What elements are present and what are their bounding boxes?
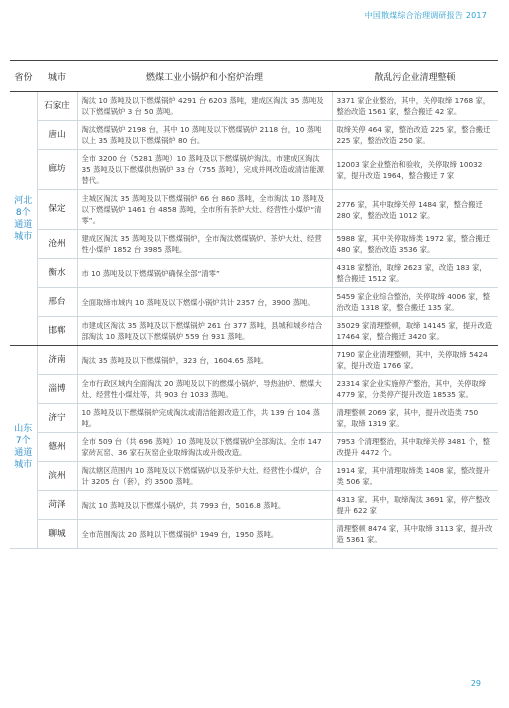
table-row bbox=[10, 121, 498, 150]
boiler-cell: 市 10 蒸吨及以下燃煤锅炉确保全部“清零” bbox=[77, 259, 332, 288]
enterprise-cell: 4318 家整治，取缔 2623 家，改造 183 家，整合搬迁 1512 家。 bbox=[332, 259, 498, 288]
city-cell: 石家庄 bbox=[37, 92, 77, 121]
report-header: 中国散煤综合治理调研报告 2017 bbox=[364, 11, 487, 20]
enterprise-cell: 23314 家企业实施停产整治，其中，关停取缔 4779 家，分类停产提升改造 18535 家。 bbox=[332, 375, 498, 404]
boiler-cell: 建成区淘汰 35 蒸吨及以下燃煤锅炉，全市淘汰燃煤锅炉、茶炉大灶、经营性小煤炉 1852 台 3985 蒸吨。 bbox=[77, 230, 332, 259]
boiler-cell: 淘汰辖区范围内 10 蒸吨及以下燃煤锅炉以及茶炉大灶、经营性小煤炉，合计 3205 台（套），约 3500 蒸吨。 bbox=[77, 462, 332, 491]
governance-table-container bbox=[10, 60, 498, 549]
table-row bbox=[10, 462, 498, 491]
boiler-cell: 淘汰燃煤锅炉 2198 台，其中 10 蒸吨及以下燃煤锅炉 2118 台，10 蒸吨以上 35 蒸吨及以下燃煤锅炉 80 台。 bbox=[77, 121, 332, 150]
city-cell: 济宁 bbox=[37, 404, 77, 433]
city-cell: 淄博 bbox=[37, 375, 77, 404]
column-header-province: 省份 bbox=[10, 61, 37, 92]
table-row bbox=[10, 346, 498, 375]
enterprise-cell: 7190 家企业清理整顿，其中，关停取缔 5424 家，提升改造 1766 家。 bbox=[332, 346, 498, 375]
city-cell: 邢台 bbox=[37, 288, 77, 317]
boiler-cell: 全市行政区域内全面淘汰 20 蒸吨及以下的燃煤小锅炉、导热油炉、燃煤大灶、经营性小煤灶等，共 903 台 1033 蒸吨。 bbox=[77, 375, 332, 404]
enterprise-cell: 5459 家企业综合整治，关停取缔 4006 家，整治改造 1318 家，整合搬迁 135 家。 bbox=[332, 288, 498, 317]
boiler-cell: 主城区淘汰 35 蒸吨及以下燃煤锅炉 66 台 860 蒸吨，全市淘汰 10 蒸吨及以下燃煤锅炉 1461 台 4858 蒸吨，全市所有茶炉大灶、经营性小煤炉“清零”。 bbox=[77, 190, 332, 230]
boiler-cell: 全市 509 台（共 696 蒸吨）10 蒸吨及以下燃煤锅炉全部淘汰。全市 147 家砖瓦窑、36 家石灰窑企业取缔淘汰或升级改造。 bbox=[77, 433, 332, 462]
table-row bbox=[10, 150, 498, 190]
enterprise-cell: 3371 家企业整治，其中，关停取缔 1768 家，整治改造 1561 家，整合搬迁 42 家。 bbox=[332, 92, 498, 121]
province-cell: 河北8个通道城市 bbox=[10, 92, 37, 346]
enterprise-cell: 取缔关停 464 家，整治改造 225 家，整合搬迁 225 家，整治改造 250 家。 bbox=[332, 121, 498, 150]
city-cell: 滨州 bbox=[37, 462, 77, 491]
boiler-cell: 全面取缔市域内 10 蒸吨及以下燃煤小锅炉共计 2357 台，3900 蒸吨。 bbox=[77, 288, 332, 317]
city-cell: 衡水 bbox=[37, 259, 77, 288]
city-cell: 廊坊 bbox=[37, 150, 77, 190]
table-row bbox=[10, 259, 498, 288]
boiler-cell: 淘汰 10 蒸吨及以下燃煤小锅炉，共 7993 台，5016.8 蒸吨。 bbox=[77, 491, 332, 520]
table-row bbox=[10, 92, 498, 121]
governance-table bbox=[10, 60, 498, 549]
enterprise-cell: 清理整顿 2069 家，其中，提升改造类 750 家，取缔 1319 家。 bbox=[332, 404, 498, 433]
table-row bbox=[10, 491, 498, 520]
enterprise-cell: 7953 个清理整治，其中取缔关停 3481 个，整改提升 4472 个。 bbox=[332, 433, 498, 462]
city-cell: 唐山 bbox=[37, 121, 77, 150]
column-header-boiler: 燃煤工业小锅炉和小窑炉治理 bbox=[77, 61, 332, 92]
province-cell: 山东7个通道城市 bbox=[10, 346, 37, 549]
table-row bbox=[10, 433, 498, 462]
column-header-enterprise: 散乱污企业清理整顿 bbox=[332, 61, 498, 92]
enterprise-cell: 5988 家，其中关停取缔类 1972 家，整合搬迁 480 家，整治改造 3536 家。 bbox=[332, 230, 498, 259]
boiler-cell: 10 蒸吨及以下燃煤锅炉完成淘汰或清洁能源改造工作，共 139 台 104 蒸吨。 bbox=[77, 404, 332, 433]
city-cell: 德州 bbox=[37, 433, 77, 462]
enterprise-cell: 2776 家，其中取缔关停 1484 家，整合搬迁 280 家，整治改造 1012 家。 bbox=[332, 190, 498, 230]
city-cell: 邯郸 bbox=[37, 317, 77, 346]
boiler-cell: 全市 3200 台（5281 蒸吨）10 蒸吨及以下燃煤锅炉淘汰。市建成区淘汰 35 蒸吨及以下燃煤供热锅炉 33 台（755 蒸吨），完成并网改造或清洁能源替代。 bbox=[77, 150, 332, 190]
boiler-cell: 淘汰 35 蒸吨及以下燃煤锅炉，323 台，1604.65 蒸吨。 bbox=[77, 346, 332, 375]
city-cell: 聊城 bbox=[37, 520, 77, 549]
table-row bbox=[10, 230, 498, 259]
column-header-city: 城市 bbox=[37, 61, 77, 92]
table-header-row bbox=[10, 61, 498, 92]
enterprise-cell: 35029 家清理整顿，取缔 14145 家，提升改造 17464 家，整合搬迁 3420 家。 bbox=[332, 317, 498, 346]
enterprise-cell: 1914 家，其中清理取缔类 1408 家，整改提升类 506 家。 bbox=[332, 462, 498, 491]
table-row bbox=[10, 375, 498, 404]
table-row bbox=[10, 404, 498, 433]
table-row bbox=[10, 317, 498, 346]
city-cell: 菏泽 bbox=[37, 491, 77, 520]
page-number: 29 bbox=[470, 679, 481, 688]
table-row bbox=[10, 288, 498, 317]
city-cell: 沧州 bbox=[37, 230, 77, 259]
city-cell: 济南 bbox=[37, 346, 77, 375]
enterprise-cell: 4313 家。其中，取缔淘汰 3691 家，停产整改提升 622 家 bbox=[332, 491, 498, 520]
enterprise-cell: 清理整顿 8474 家，其中取缔 3113 家，提升改造 5361 家。 bbox=[332, 520, 498, 549]
table-row bbox=[10, 520, 498, 549]
boiler-cell: 全市范围淘汰 20 蒸吨以下燃煤锅炉 1949 台，1950 蒸吨。 bbox=[77, 520, 332, 549]
boiler-cell: 淘汰 10 蒸吨及以下燃煤锅炉 4291 台 6203 蒸吨，建成区淘汰 35 蒸吨及以下燃煤锅炉 3 台 50 蒸吨。 bbox=[77, 92, 332, 121]
table-row bbox=[10, 190, 498, 230]
city-cell: 保定 bbox=[37, 190, 77, 230]
table-body bbox=[10, 92, 498, 549]
enterprise-cell: 12003 家企业整治和验收，关停取缔 10032 家，提升改造 1964，整合搬迁 7 家 bbox=[332, 150, 498, 190]
boiler-cell: 市建成区淘汰 35 蒸吨及以下燃煤锅炉 261 台 377 蒸吨，县城和城乡结合部淘汰 10 蒸吨及以下燃煤锅炉 559 台 931 蒸吨。 bbox=[77, 317, 332, 346]
